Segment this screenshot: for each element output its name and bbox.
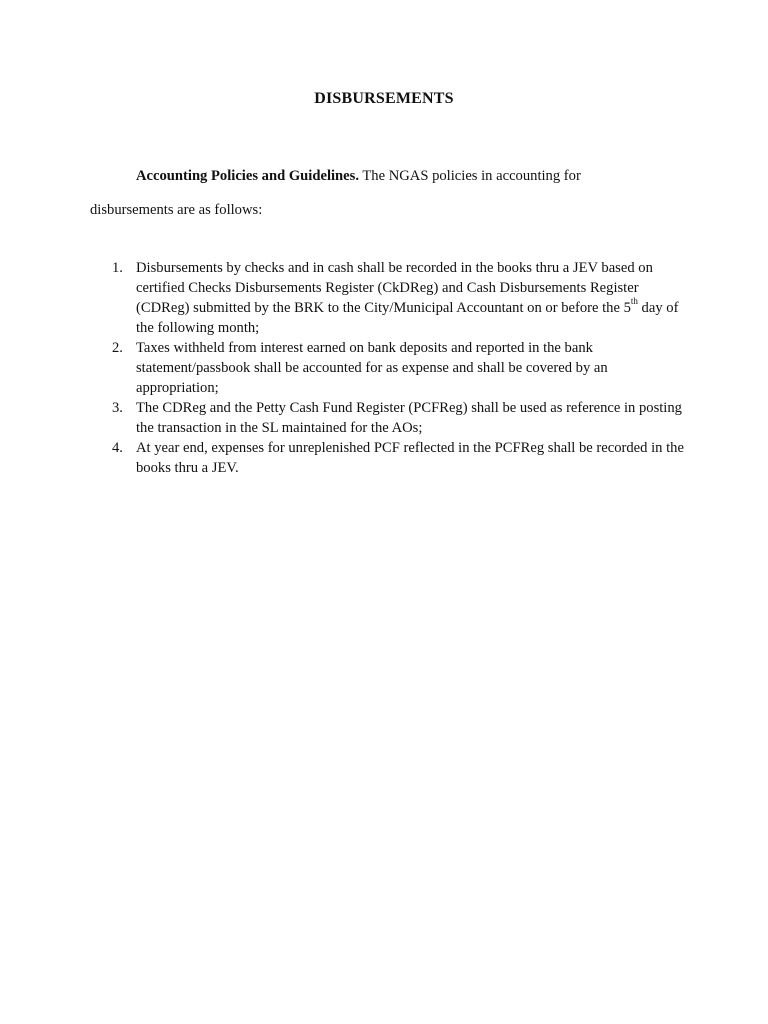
intro-paragraph: [90, 159, 690, 227]
intro-line-1: [90, 159, 690, 193]
intro-rest: The NGAS policies in accounting for: [358, 168, 581, 184]
list-item: [100, 438, 690, 478]
list-item-text: At year end, expenses for unreplenished PCF reflected in the PCFReg shall be recorded in the books thru a JEV.: [136, 440, 684, 476]
list-item-number: 3.: [112, 400, 123, 416]
list-item-text: Disbursements by checks and in cash shall be recorded in the books thru a JEV based on certified Checks Disbursements Register (CkDReg) and Cash Disbursements Register (CDReg) submitted by the BRK to the City/Municipal Accountant on or before the 5: [136, 260, 653, 316]
list-item-text: Taxes withheld from interest earned on bank deposits and reported in the bank statement/passbook shall be accounted for as expense and shall be covered by an appropriation;: [136, 340, 608, 396]
policy-list: [100, 258, 690, 478]
intro-lead: Accounting Policies and Guidelines.: [136, 168, 359, 184]
list-item: [100, 338, 690, 398]
list-item-number: 1.: [112, 260, 123, 276]
list-item: [100, 258, 690, 338]
ordinal-superscript: th: [630, 296, 638, 307]
list-item: [100, 398, 690, 438]
list-item-number: 2.: [112, 340, 123, 356]
list-item-text: The CDReg and the Petty Cash Fund Register (PCFReg) shall be used as reference in posting the transaction in the SL maintained for the AOs;: [136, 400, 682, 436]
page-title: DISBURSEMENTS: [314, 90, 454, 107]
intro-line-2: disbursements are as follows:: [90, 202, 263, 218]
list-item-number: 4.: [112, 440, 123, 456]
list-item-text-continued: day of the following month;: [136, 300, 679, 336]
